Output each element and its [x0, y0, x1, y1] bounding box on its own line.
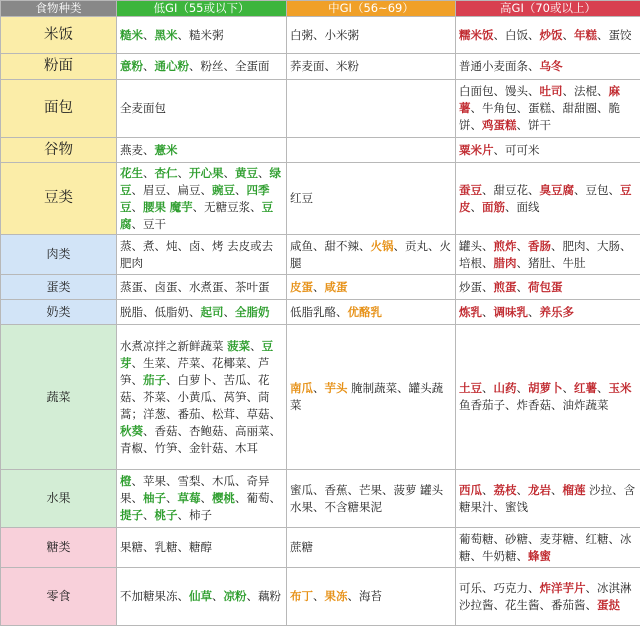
- category-label: 米饭: [1, 17, 117, 54]
- high-gi-cell: [456, 325, 640, 470]
- highlighted-food: 面筋: [482, 199, 505, 214]
- highlighted-food: 西瓜: [459, 482, 482, 497]
- highlighted-food: 炼乳: [459, 304, 482, 319]
- food-text: 鱼香茄子、炸香菇、油炸蔬菜: [459, 398, 609, 412]
- highlighted-food: 臭豆腐: [539, 182, 574, 197]
- highlighted-food: 胡萝卜: [528, 381, 563, 395]
- table-row: [1, 163, 640, 235]
- category-label: 豆类: [1, 163, 117, 235]
- food-text: 、: [258, 165, 270, 180]
- food-text: 、猪肚、牛肚: [516, 255, 586, 270]
- food-text: 红豆: [290, 191, 313, 205]
- food-text: 、: [313, 381, 325, 395]
- food-text: 、柿子: [177, 508, 212, 522]
- food-text: 蔗糖: [290, 540, 313, 554]
- low-gi-cell: [117, 568, 287, 626]
- food-text: 、: [235, 182, 247, 197]
- header-row: [1, 1, 640, 17]
- highlighted-food: 年糕: [574, 27, 597, 42]
- food-text: 低脂乳酪、: [290, 304, 348, 319]
- mid-gi-cell: [287, 275, 456, 300]
- highlighted-food: 魔芋: [169, 199, 193, 214]
- food-text: 燕麦、: [120, 142, 155, 157]
- highlighted-food: 黄豆: [235, 165, 258, 180]
- highlighted-food: 榴莲: [562, 482, 586, 497]
- table-row: [1, 325, 640, 470]
- category-label: 面包: [1, 80, 117, 138]
- highlighted-food: 豆皮: [459, 182, 632, 214]
- low-gi-cell: [117, 80, 287, 138]
- mid-gi-cell: [287, 325, 456, 470]
- table-row: [1, 528, 640, 568]
- category-label: 肉类: [1, 235, 117, 275]
- mid-gi-cell: [287, 300, 456, 325]
- food-text: 、眉豆、扁豆、: [131, 182, 212, 197]
- food-text: 果糖、乳糖、糖醇: [120, 540, 212, 554]
- low-gi-cell: [117, 138, 287, 163]
- food-text: 、: [562, 381, 574, 395]
- header-high-gi: 高GI（70或以上）: [456, 1, 640, 17]
- highlighted-food: 樱桃: [212, 491, 235, 505]
- food-text: 、牛角包、蛋糕、甜甜圈、脆饼、: [459, 101, 620, 132]
- highlighted-food: 火锅: [370, 238, 394, 253]
- highlighted-food: 蛋挞: [597, 597, 620, 612]
- highlighted-food: 皮蛋: [290, 279, 313, 294]
- highlighted-food: 橙: [120, 474, 132, 488]
- highlighted-food: 煎炸: [493, 238, 517, 253]
- food-text: 、粉丝、全蛋面: [189, 59, 270, 73]
- highlighted-food: 意粉: [120, 59, 143, 73]
- category-label: 蛋类: [1, 275, 117, 300]
- food-text: 蒸、煮、炖、卤、烤 去皮或去肥肉: [120, 238, 274, 270]
- highlighted-food: 粟米片: [459, 142, 494, 157]
- food-text: 、: [313, 279, 325, 294]
- low-gi-cell: [117, 163, 287, 235]
- food-text: 、: [516, 279, 528, 294]
- table-row: [1, 17, 640, 54]
- highlighted-food: 糙米: [120, 27, 143, 42]
- high-gi-cell: [456, 80, 640, 138]
- highlighted-food: 豆腐: [120, 199, 274, 231]
- mid-gi-cell: [287, 80, 456, 138]
- category-label: 奶类: [1, 300, 117, 325]
- table-row: [1, 138, 640, 163]
- food-text: 、: [143, 59, 155, 73]
- high-gi-cell: [456, 54, 640, 80]
- table-row: [1, 275, 640, 300]
- highlighted-food: 玉米: [608, 381, 632, 395]
- highlighted-food: 乌冬: [539, 59, 563, 73]
- high-gi-cell: [456, 163, 640, 235]
- highlighted-food: 炸洋芋片: [539, 580, 586, 595]
- food-text: 可乐、巧克力、: [459, 580, 540, 595]
- food-text: 罐头、: [459, 238, 494, 253]
- highlighted-food: 咸蛋: [324, 279, 348, 294]
- food-text: 白面包、馒头、: [459, 84, 540, 98]
- highlighted-food: 调味乳: [493, 304, 528, 319]
- highlighted-food: 四季豆: [120, 182, 270, 214]
- food-text: 、: [212, 589, 224, 603]
- food-text: 、饼干: [516, 118, 551, 132]
- food-text: 、生菜、芹菜、花椰菜、芦笋、: [120, 355, 270, 387]
- food-text: 、豆干: [131, 216, 166, 231]
- highlighted-food: 秋葵: [120, 423, 143, 438]
- table-row: [1, 470, 640, 528]
- highlighted-food: 腰果: [143, 199, 166, 214]
- highlighted-food: 全脂奶: [235, 304, 270, 319]
- mid-gi-cell: [287, 235, 456, 275]
- high-gi-cell: [456, 470, 640, 528]
- high-gi-cell: [456, 528, 640, 568]
- low-gi-cell: [117, 528, 287, 568]
- highlighted-food: 龙岩: [528, 482, 551, 497]
- food-text: 、: [470, 199, 482, 214]
- high-gi-cell: [456, 17, 640, 54]
- highlighted-food: 果冻: [324, 589, 348, 603]
- food-text: 、: [166, 491, 178, 505]
- highlighted-food: 茄子: [143, 372, 166, 387]
- food-text: 咸鱼、甜不辣、: [290, 238, 371, 253]
- high-gi-cell: [456, 275, 640, 300]
- food-text: 、: [516, 238, 528, 253]
- highlighted-food: 菠菜: [227, 338, 251, 353]
- highlighted-food: 优酪乳: [347, 304, 382, 319]
- highlighted-food: 红薯: [574, 381, 597, 395]
- highlighted-food: 腊肉: [493, 255, 517, 270]
- category-label: 粉面: [1, 54, 117, 80]
- category-label: 零食: [1, 568, 117, 626]
- food-text: 、贡丸、火腿: [290, 238, 451, 270]
- food-text: 不加糖果冻、: [120, 589, 189, 603]
- highlighted-food: 提子: [120, 508, 143, 522]
- low-gi-cell: [117, 470, 287, 528]
- low-gi-cell: [117, 235, 287, 275]
- highlighted-food: 杏仁: [154, 165, 178, 180]
- highlighted-food: 鸡蛋糕: [482, 118, 517, 132]
- food-text: 荞麦面、米粉: [290, 59, 359, 73]
- highlighted-food: 吐司: [539, 84, 563, 98]
- food-text: 腌制蔬菜、罐头蔬菜: [290, 381, 444, 412]
- table-row: [1, 54, 640, 80]
- mid-gi-cell: [287, 17, 456, 54]
- food-text: 蜜瓜、香蕉、芒果、菠萝 罐头水果、不含糖果泥: [290, 482, 444, 514]
- food-text: 、: [143, 27, 155, 42]
- food-text: 、甜豆花、: [482, 182, 540, 197]
- food-text: 、白萝卜、苦瓜、花菇、芥菜、小黄瓜、莴笋、茼蒿；洋葱、番茄、松茸、草菇、: [120, 372, 281, 421]
- highlighted-food: 荷包蛋: [528, 279, 563, 294]
- highlighted-food: 起司: [200, 304, 224, 319]
- food-text: 、: [516, 381, 528, 395]
- highlighted-food: 南瓜: [290, 381, 313, 395]
- highlighted-food: 草莓: [177, 491, 201, 505]
- highlighted-food: 凉粉: [223, 589, 247, 603]
- food-text: 、: [482, 482, 494, 497]
- highlighted-food: 山药: [493, 381, 517, 395]
- mid-gi-cell: [287, 528, 456, 568]
- highlighted-food: 豆芽: [120, 338, 274, 370]
- highlighted-food: 芋头: [324, 381, 348, 395]
- food-text: 、无糖豆浆、: [192, 199, 262, 214]
- food-text: 普通小麦面条、: [459, 59, 540, 73]
- highlighted-food: 煎蛋: [493, 279, 517, 294]
- highlighted-food: 糯米饭: [459, 27, 494, 42]
- table-row: [1, 568, 640, 626]
- header-low-gi: 低GI（55或以下）: [117, 1, 287, 17]
- food-text: 、: [223, 165, 235, 180]
- highlighted-food: 开心果: [189, 165, 224, 180]
- food-text: 、: [223, 304, 235, 319]
- low-gi-cell: [117, 54, 287, 80]
- food-text: 、可可米: [493, 142, 540, 157]
- highlighted-food: 麻薯: [459, 84, 620, 115]
- category-label: 蔬菜: [1, 325, 117, 470]
- food-text: 、面线: [505, 199, 540, 214]
- food-text: 蒸蛋、卤蛋、水煮蛋、茶叶蛋: [120, 279, 270, 294]
- food-text: 、: [200, 491, 212, 505]
- mid-gi-cell: [287, 163, 456, 235]
- low-gi-cell: [117, 17, 287, 54]
- food-text: 白粥、小米粥: [290, 27, 359, 42]
- food-text: 、白饭、: [493, 27, 540, 42]
- food-text: 沙拉、含糖果汁、蜜饯: [459, 482, 636, 514]
- highlighted-food: 蜂蜜: [528, 548, 551, 563]
- category-label: 糖类: [1, 528, 117, 568]
- food-text: 、: [143, 508, 155, 522]
- table-row: [1, 80, 640, 138]
- high-gi-cell: [456, 568, 640, 626]
- food-text: 脱脂、低脂奶、: [120, 304, 201, 319]
- high-gi-cell: [456, 300, 640, 325]
- highlighted-food: 豌豆: [212, 182, 235, 197]
- food-text: 炒蛋、: [459, 279, 494, 294]
- high-gi-cell: [456, 138, 640, 163]
- highlighted-food: 香肠: [528, 238, 551, 253]
- table-row: [1, 300, 640, 325]
- low-gi-cell: [117, 325, 287, 470]
- highlighted-food: 布丁: [290, 589, 313, 603]
- food-text: 、: [131, 199, 143, 214]
- category-label: 水果: [1, 470, 117, 528]
- highlighted-food: 花生: [120, 165, 143, 180]
- food-text: 水煮凉拌之新鲜蔬菜: [120, 338, 228, 353]
- mid-gi-cell: [287, 138, 456, 163]
- food-text: 、蛋饺: [597, 27, 632, 42]
- food-text: 、豆包、: [574, 182, 620, 197]
- header-mid-gi: 中GI（56~69）: [287, 1, 456, 17]
- food-text: 、: [313, 589, 325, 603]
- highlighted-food: 仙草: [189, 589, 212, 603]
- mid-gi-cell: [287, 470, 456, 528]
- food-text: 、香菇、杏鲍菇、高丽菜、青椒、竹笋、金针菇、木耳: [120, 423, 281, 455]
- food-text: 、冰淇淋 沙拉酱、花生酱、番茄酱、: [459, 580, 632, 612]
- food-text: 、法棍、: [562, 84, 609, 98]
- low-gi-cell: [117, 275, 287, 300]
- food-text: 、藕粉: [246, 589, 281, 603]
- highlighted-food: 桃子: [154, 508, 178, 522]
- highlighted-food: 通心粉: [154, 59, 189, 73]
- highlighted-food: 薏米: [154, 142, 178, 157]
- highlighted-food: 蚕豆: [459, 182, 482, 197]
- food-text: 、: [143, 165, 155, 180]
- food-text: 、: [177, 165, 189, 180]
- food-text: 、海苔: [347, 589, 382, 603]
- high-gi-cell: [456, 235, 640, 275]
- food-text: 、糙米粥: [177, 27, 224, 42]
- highlighted-food: 黑米: [154, 27, 178, 42]
- food-text: 、: [528, 304, 540, 319]
- highlighted-food: 柚子: [143, 491, 166, 505]
- food-text: 、肥肉、大肠、培根、: [459, 238, 632, 270]
- category-label: 谷物: [1, 138, 117, 163]
- header-category: 食物种类: [1, 1, 117, 17]
- food-text: 、: [482, 304, 494, 319]
- food-text: 、: [250, 338, 262, 353]
- food-text: 、: [516, 482, 528, 497]
- food-text: 、: [482, 381, 494, 395]
- mid-gi-cell: [287, 54, 456, 80]
- food-text: 全麦面包: [120, 101, 166, 115]
- highlighted-food: 炒饭: [539, 27, 563, 42]
- highlighted-food: 荔枝: [493, 482, 517, 497]
- food-text: 、苹果、雪梨、木瓜、奇异果、: [120, 474, 270, 505]
- highlighted-food: 土豆: [459, 381, 482, 395]
- mid-gi-cell: [287, 568, 456, 626]
- highlighted-food: 绿豆: [120, 165, 281, 197]
- food-text: 、葡萄、: [235, 491, 281, 505]
- food-text: 葡萄糖、砂糖、麦芽糖、红糖、冰糖、牛奶糖、: [459, 531, 632, 563]
- food-text: 、: [551, 482, 563, 497]
- table-row: [1, 235, 640, 275]
- food-text: 、: [562, 27, 574, 42]
- highlighted-food: 养乐多: [539, 304, 574, 319]
- low-gi-cell: [117, 300, 287, 325]
- food-text: 、: [597, 381, 609, 395]
